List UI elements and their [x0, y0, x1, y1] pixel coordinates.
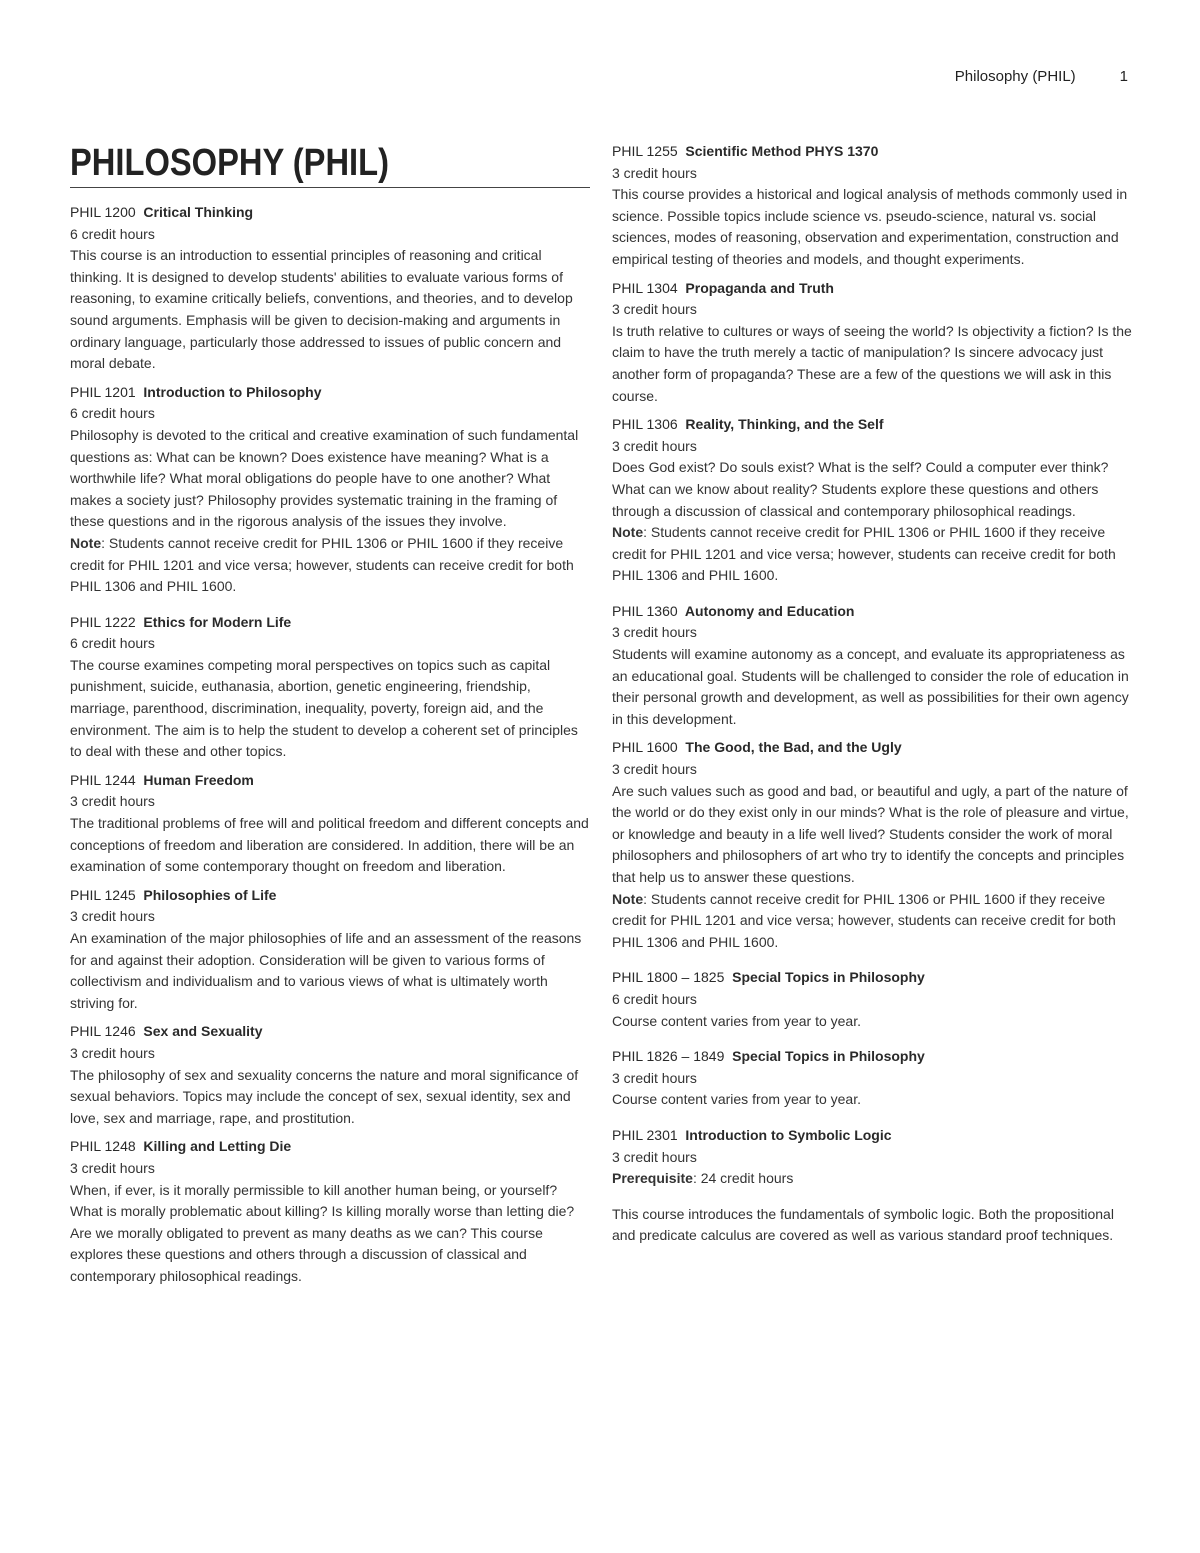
course-heading [70, 770, 592, 792]
course-title: The Good, the Bad, and the Ugly [685, 739, 902, 756]
course-title: Ethics for Modern Life [143, 613, 292, 630]
course-phil-1304 [612, 278, 1134, 408]
course-heading [612, 414, 1134, 436]
course-description: Students will examine autonomy as a concept, and evaluate its appropriateness as an educational goal. Students will be challenged to consider the role of education in their personal growth and development, as well as possibilities for their own agency in this development. [612, 646, 1129, 727]
course-code: PHIL 1826 – 1849 [612, 1048, 725, 1065]
course-code: PHIL 1246 [70, 1023, 136, 1040]
course-heading [612, 278, 1134, 300]
note-text: : Students cannot receive credit for PHIL 1306 or PHIL 1600 if they receive credit for PHIL 1201 and vice versa; however, students can receive credit for both PHIL 1306 and PHIL 1600. [70, 534, 574, 595]
course-credits: 3 credit hours [612, 1148, 697, 1165]
course-prerequisite [612, 1168, 1134, 1190]
course-description: When, if ever, is it morally permissible to kill another human being, or yourself? What is morally problematic about killing? Is killing morally worse than letting die? Are we morally obligated to prevent as many deaths as we can? This course explores these questions and others through a discussion of classical and contemporary philosophical readings. [70, 1181, 575, 1284]
course-title: Scientific Method PHYS 1370 [685, 143, 879, 159]
course-description: Course content varies from year to year. [612, 1091, 861, 1108]
course-credits: 3 credit hours [612, 164, 697, 181]
course-description: This course provides a historical and logical analysis of methods commonly used in science. Possible topics include science vs. pseudo-science, natural vs. social sciences, modes of reasoning, observation and experimentation, construction and empirical testing of theories and models, and thought experiments. [612, 186, 1128, 267]
course-description: The philosophy of sex and sexuality concerns the nature and moral significance of sexual behaviors. Topics may include the concept of sex, sexual identity, sex and love, sex and marriage, rape, and prostitution. [70, 1066, 579, 1126]
course-title: Philosophies of Life [143, 886, 277, 903]
course-code: PHIL 1201 [70, 383, 136, 400]
course-credits: 6 credit hours [70, 225, 155, 242]
course-phil-1306 [612, 414, 1134, 587]
course-heading [70, 885, 592, 907]
course-credits: 3 credit hours [612, 301, 697, 318]
course-credits: 3 credit hours [612, 437, 697, 454]
left-column [70, 140, 592, 1295]
note-label: Note [612, 524, 644, 541]
course-description: An examination of the major philosophies of life and an assessment of the reasons for and against their adoption. Consideration will be given to various forms of collectivism and individualism and to various views of what is ultimately worth striving for. [70, 930, 582, 1011]
note-label: Note [70, 534, 102, 551]
course-note [70, 533, 592, 598]
prereq-text: : 24 credit hours [692, 1170, 794, 1187]
course-credits: 3 credit hours [612, 1069, 697, 1086]
prereq-label: Prerequisite [612, 1170, 693, 1187]
course-description: Is truth relative to cultures or ways of seeing the world? Is objectivity a fiction? Is the claim to have the truth merely a tactic of manipulation? Is sincere advocacy just another form of propaganda? These are a few of the questions we will ask in this course. [612, 322, 1132, 404]
course-title: Special Topics in Philosophy [732, 969, 925, 986]
course-note [612, 889, 1134, 954]
course-credits: 3 credit hours [70, 1159, 155, 1176]
course-title: Sex and Sexuality [143, 1023, 263, 1040]
course-description: Philosophy is devoted to the critical and creative examination of such fundamental questions as: What can be known? Does existence have meaning? What is a worthwhile life? What moral obligations do people have to one another? What makes a society just? Philosophy provides systematic training in the framing of these questions and in the rigorous analysis of the issues they involve. [70, 426, 579, 530]
course-phil-1248 [70, 1136, 592, 1287]
course-phil-1600 [612, 737, 1134, 953]
course-description: Are such values such as good and bad, or beautiful and ugly, a part of the nature of the world or do they exist only in our minds? What is the role of pleasure and virtue, or knowledge and beauty in a life well lived? Students consider the work of moral philosophers and philosophers of art who try to identify the concepts and principles that help us to answer these questions. [612, 782, 1129, 885]
course-heading [70, 612, 592, 634]
course-credits: 6 credit hours [70, 405, 155, 422]
running-title: Philosophy (PHIL) [954, 68, 1076, 85]
course-credits: 6 credit hours [612, 990, 697, 1007]
note-text: : Students cannot receive credit for PHIL 1306 or PHIL 1600 if they receive credit for PHIL 1201 and vice versa; however, students can receive credit for both PHIL 1306 and PHIL 1600. [612, 524, 1116, 584]
course-phil-1244 [70, 770, 592, 878]
course-heading [612, 967, 1134, 989]
course-phil-1201 [70, 382, 592, 598]
course-phil-1246 [70, 1021, 592, 1129]
course-code: PHIL 1255 [612, 143, 678, 159]
course-phil-1360 [612, 601, 1134, 731]
course-description: Course content varies from year to year. [612, 1012, 861, 1029]
course-description: This course introduces the fundamentals of symbolic logic. Both the propositional and predicate calculus are covered as well as various standard proof techniques. [612, 1205, 1114, 1244]
course-title: Killing and Letting Die [143, 1138, 292, 1155]
course-code: PHIL 1245 [70, 886, 136, 903]
course-heading [612, 1125, 1134, 1147]
course-heading [70, 1136, 592, 1158]
course-credits: 3 credit hours [612, 761, 697, 778]
course-code: PHIL 1360 [612, 602, 678, 619]
course-credits: 3 credit hours [70, 1044, 155, 1061]
note-label: Note [612, 890, 644, 907]
course-title: Introduction to Philosophy [143, 383, 322, 400]
course-code: PHIL 1248 [70, 1138, 136, 1155]
course-note [612, 522, 1134, 587]
course-title: Reality, Thinking, and the Self [685, 416, 884, 433]
course-description: This course is an introduction to essential principles of reasoning and critical thinking. It is designed to develop students' abilities to evaluate various forms of reasoning, to examine critically beliefs, conventions, and theories, and to develop sound arguments. Emphasis will be given to decision-making and arguments in ordinary language, particularly those addressed to issues of public concern and moral debate. [70, 247, 573, 372]
course-description: Does God exist? Do souls exist? What is the self? Could a computer ever think? What can we know about reality? Students explore these questions and others through a discussion of classical and contemporary philosophical readings. [612, 459, 1109, 519]
course-heading [70, 202, 592, 224]
running-header [955, 68, 1128, 85]
course-phil-2301 [612, 1125, 1134, 1247]
course-heading [612, 601, 1134, 623]
course-heading [70, 1021, 592, 1043]
course-credits: 3 credit hours [70, 793, 155, 810]
course-heading [612, 737, 1134, 759]
course-credits: 6 credit hours [70, 635, 155, 652]
course-credits: 3 credit hours [612, 624, 697, 641]
course-heading [612, 141, 1134, 163]
course-code: PHIL 1306 [612, 416, 678, 433]
course-code: PHIL 1200 [70, 204, 136, 220]
course-code: PHIL 1800 – 1825 [612, 969, 725, 986]
course-credits: 3 credit hours [70, 908, 155, 925]
course-description: The traditional problems of free will and political freedom and different concepts and conceptions of freedom and liberation are considered. In addition, there will be an examination of some contemporary thought on freedom and liberation. [70, 815, 589, 875]
course-title: Human Freedom [143, 771, 254, 788]
course-title: Autonomy and Education [684, 602, 855, 619]
course-phil-1826-1849 [612, 1046, 1134, 1111]
title-rule [70, 187, 590, 188]
course-phil-1245 [70, 885, 592, 1015]
course-title: Special Topics in Philosophy [732, 1048, 925, 1065]
page-title: PHILOSOPHY (PHIL) [70, 142, 389, 184]
course-code: PHIL 1244 [70, 771, 136, 788]
course-title: Propaganda and Truth [685, 279, 834, 296]
course-code: PHIL 1222 [70, 613, 136, 630]
course-code: PHIL 1304 [612, 279, 678, 296]
course-phil-1200 [70, 202, 592, 375]
course-phil-1222 [70, 612, 592, 763]
course-code: PHIL 2301 [612, 1126, 678, 1143]
page-number: 1 [1119, 68, 1128, 85]
right-column [612, 141, 1134, 1254]
course-title: Introduction to Symbolic Logic [685, 1126, 892, 1143]
course-title: Critical Thinking [143, 204, 254, 220]
course-heading [70, 382, 592, 404]
course-phil-1255 [612, 141, 1134, 271]
note-text: : Students cannot receive credit for PHIL 1306 or PHIL 1600 if they receive credit for PHIL 1201 and vice versa; however, students can receive credit for both PHIL 1306 and PHIL 1600. [612, 890, 1116, 950]
course-heading [612, 1046, 1134, 1068]
course-phil-1800-1825 [612, 967, 1134, 1032]
course-code: PHIL 1600 [612, 739, 678, 756]
course-description: The course examines competing moral perspectives on topics such as capital punishment, suicide, euthanasia, abortion, genetic engineering, friendship, marriage, parenthood, discrimination, inequality, poverty, foreign aid, and the environment. The aim is to help the student to develop a coherent set of principles to deal with these and other topics. [70, 656, 578, 760]
